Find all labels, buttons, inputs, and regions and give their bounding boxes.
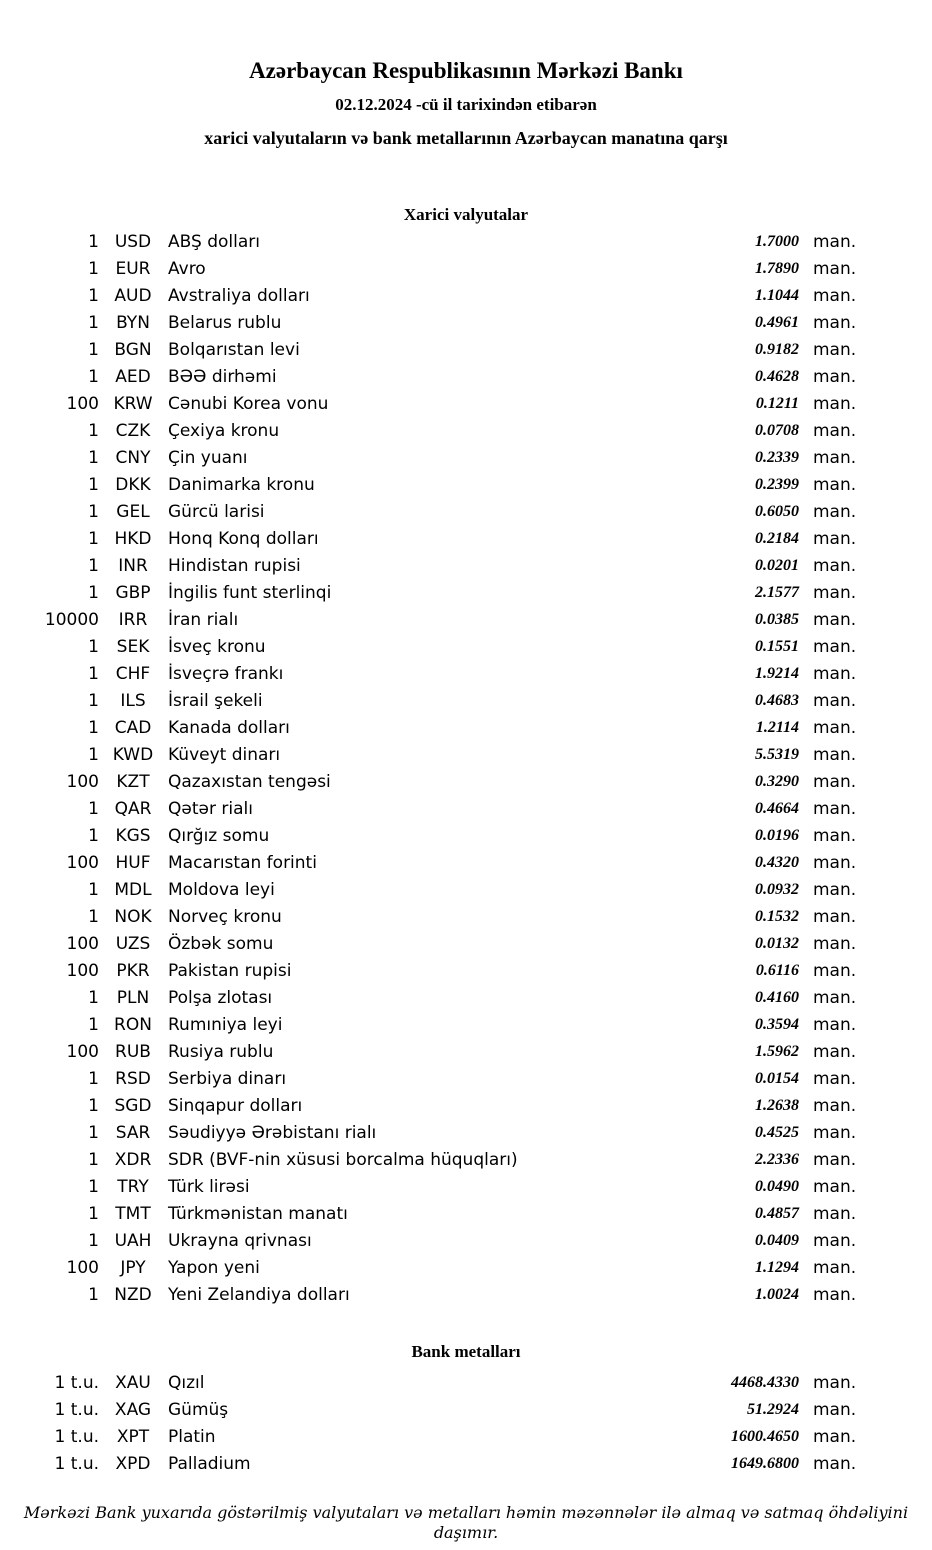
- currency-name-cell: Kanada dolları: [168, 717, 290, 738]
- quantity-cell: 1: [88, 825, 99, 846]
- currency-code-cell: RUB: [115, 1041, 151, 1062]
- unit-label-cell: man.: [813, 1149, 857, 1170]
- quantity-cell: 1: [88, 987, 99, 1008]
- effective-date-line: 02.12.2024 -cü il tarixindən etibarən: [335, 95, 597, 114]
- rate-value-cell: 0.9182: [755, 340, 799, 358]
- quantity-cell: 1: [88, 285, 99, 306]
- quantity-cell: 1 t.u.: [54, 1453, 99, 1474]
- rate-row: [0, 930, 932, 957]
- rate-row: [0, 1038, 932, 1065]
- currency-name-cell: Rumıniya leyi: [168, 1014, 283, 1035]
- rate-row: [0, 1254, 932, 1281]
- rate-row: [0, 309, 932, 336]
- rate-row: [0, 795, 932, 822]
- currency-name-cell: Çexiya kronu: [168, 420, 280, 441]
- quantity-cell: 1: [88, 1203, 99, 1224]
- currency-code-cell: SEK: [116, 636, 150, 657]
- rate-row: [0, 768, 932, 795]
- currency-code-cell: CNY: [115, 447, 151, 468]
- unit-label-cell: man.: [813, 285, 857, 306]
- currency-name-cell: Yeni Zelandiya dolları: [168, 1284, 350, 1305]
- currency-name-cell: Sinqapur dolları: [168, 1095, 303, 1116]
- unit-label-cell: man.: [813, 420, 857, 441]
- rate-row: [0, 444, 932, 471]
- currency-code-cell: RSD: [115, 1068, 151, 1089]
- rate-value-cell: 1.7000: [755, 232, 799, 250]
- quantity-cell: 1: [88, 420, 99, 441]
- unit-label-cell: man.: [813, 312, 857, 333]
- currency-name-cell: SDR (BVF-nin xüsusi borcalma hüquqları): [168, 1149, 518, 1170]
- currency-code-cell: AUD: [114, 285, 152, 306]
- currency-name-cell: Türkmənistan manatı: [168, 1203, 348, 1224]
- quantity-cell: 100: [66, 1257, 99, 1278]
- currency-code-cell: AED: [115, 366, 151, 387]
- header: [0, 0, 932, 149]
- quantity-cell: 100: [66, 960, 99, 981]
- quantity-cell: 1: [88, 717, 99, 738]
- bank-title: Azərbaycan Respublikasının Mərkəzi Bankı: [249, 58, 683, 83]
- rate-value-cell: 2.2336: [755, 1150, 799, 1168]
- rate-row: [0, 1369, 932, 1396]
- rate-value-cell: 0.0490: [755, 1177, 799, 1195]
- quantity-cell: 1 t.u.: [54, 1399, 99, 1420]
- currency-name-cell: Türk lirəsi: [168, 1176, 250, 1197]
- unit-label-cell: man.: [813, 1203, 857, 1224]
- unit-label-cell: man.: [813, 1426, 857, 1447]
- unit-label-cell: man.: [813, 1014, 857, 1035]
- unit-label-cell: man.: [813, 609, 857, 630]
- quantity-cell: 1: [88, 636, 99, 657]
- unit-label-cell: man.: [813, 1230, 857, 1251]
- rate-row: [0, 633, 932, 660]
- currency-code-cell: NOK: [114, 906, 152, 927]
- quantity-cell: 1: [88, 879, 99, 900]
- quantity-cell: 1: [88, 528, 99, 549]
- currency-code-cell: IRR: [118, 609, 148, 630]
- quantity-cell: 100: [66, 852, 99, 873]
- rate-row: [0, 714, 932, 741]
- currency-code-cell: HUF: [115, 852, 151, 873]
- unit-label-cell: man.: [813, 1176, 857, 1197]
- currency-name-cell: Bolqarıstan levi: [168, 339, 300, 360]
- currency-code-cell: BYN: [116, 312, 150, 333]
- rate-value-cell: 1.2638: [755, 1096, 799, 1114]
- unit-label-cell: man.: [813, 1399, 857, 1420]
- rate-row: [0, 552, 932, 579]
- unit-label-cell: man.: [813, 1453, 857, 1474]
- rate-row: [0, 363, 932, 390]
- rate-value-cell: 0.2339: [755, 448, 799, 466]
- currency-name-cell: Qazaxıstan tengəsi: [168, 771, 331, 792]
- unit-label-cell: man.: [813, 1372, 857, 1393]
- rate-row: [0, 390, 932, 417]
- quantity-cell: 100: [66, 771, 99, 792]
- currency-name-cell: Küveyt dinarı: [168, 744, 281, 765]
- currency-name-cell: Yapon yeni: [168, 1257, 260, 1278]
- currency-code-cell: QAR: [114, 798, 152, 819]
- quantity-cell: 10000: [44, 609, 99, 630]
- rate-value-cell: 1.9214: [755, 664, 799, 682]
- rate-row: [0, 1227, 932, 1254]
- unit-label-cell: man.: [813, 798, 857, 819]
- rate-value-cell: 0.0708: [755, 421, 799, 439]
- currency-code-cell: CAD: [114, 717, 152, 738]
- rate-row: [0, 1200, 932, 1227]
- rate-value-cell: 0.0154: [755, 1069, 799, 1087]
- quantity-cell: 100: [66, 933, 99, 954]
- rate-value-cell: 0.0409: [755, 1231, 799, 1249]
- quantity-cell: 1: [88, 231, 99, 252]
- metals-table: [0, 1369, 932, 1477]
- rate-value-cell: 0.0932: [755, 880, 799, 898]
- currency-code-cell: KGS: [115, 825, 151, 846]
- unit-label-cell: man.: [813, 474, 857, 495]
- unit-label-cell: man.: [813, 393, 857, 414]
- unit-label-cell: man.: [813, 933, 857, 954]
- unit-label-cell: man.: [813, 1122, 857, 1143]
- currency-name-cell: Palladium: [168, 1453, 251, 1474]
- currency-code-cell: XPD: [115, 1453, 151, 1474]
- quantity-cell: 1 t.u.: [54, 1372, 99, 1393]
- currency-code-cell: UZS: [115, 933, 151, 954]
- rate-row: [0, 1450, 932, 1477]
- currency-name-cell: Özbək somu: [168, 933, 274, 954]
- currency-code-cell: INR: [118, 555, 148, 576]
- currency-code-cell: DKK: [115, 474, 151, 495]
- quantity-cell: 1: [88, 1095, 99, 1116]
- rate-value-cell: 1.1294: [755, 1258, 799, 1276]
- quantity-cell: 1: [88, 501, 99, 522]
- unit-label-cell: man.: [813, 636, 857, 657]
- currency-name-cell: Avstraliya dolları: [168, 285, 310, 306]
- currency-code-cell: KRW: [113, 393, 153, 414]
- rate-row: [0, 687, 932, 714]
- subtitle: xarici valyutaların və bank metallarının Azərbaycan manatına qarşı: [204, 128, 728, 148]
- currency-code-cell: MDL: [114, 879, 152, 900]
- currency-code-cell: USD: [114, 231, 152, 252]
- unit-label-cell: man.: [813, 528, 857, 549]
- currency-code-cell: KZT: [116, 771, 150, 792]
- currency-code-cell: TMT: [115, 1203, 151, 1224]
- currency-code-cell: SAR: [115, 1122, 151, 1143]
- rate-value-cell: 1.0024: [755, 1285, 799, 1303]
- rate-value-cell: 1.1044: [755, 286, 799, 304]
- rate-row: [0, 336, 932, 363]
- unit-label-cell: man.: [813, 771, 857, 792]
- quantity-cell: 1: [88, 1284, 99, 1305]
- currency-name-cell: Rusiya rublu: [168, 1041, 274, 1062]
- currency-name-cell: Qızıl: [168, 1372, 205, 1393]
- rate-value-cell: 0.2184: [755, 529, 799, 547]
- currency-code-cell: GBP: [115, 582, 151, 603]
- currency-name-cell: Qətər rialı: [168, 798, 253, 819]
- currency-code-cell: NZD: [114, 1284, 152, 1305]
- rate-value-cell: 0.0196: [755, 826, 799, 844]
- quantity-cell: 1: [88, 555, 99, 576]
- rate-value-cell: 0.4525: [755, 1123, 799, 1141]
- rate-row: [0, 984, 932, 1011]
- currency-code-cell: ILS: [120, 690, 146, 711]
- unit-label-cell: man.: [813, 1257, 857, 1278]
- rate-row: [0, 1281, 932, 1308]
- unit-label-cell: man.: [813, 1068, 857, 1089]
- rate-row: [0, 417, 932, 444]
- rate-value-cell: 4468.4330: [731, 1373, 799, 1391]
- unit-label-cell: man.: [813, 366, 857, 387]
- rate-value-cell: 0.0201: [755, 556, 799, 574]
- currency-code-cell: RON: [114, 1014, 152, 1035]
- rate-row: [0, 255, 932, 282]
- rate-row: [0, 282, 932, 309]
- currency-code-cell: XPT: [116, 1426, 150, 1447]
- rate-value-cell: 1.7890: [755, 259, 799, 277]
- currency-code-cell: CZK: [115, 420, 151, 441]
- rate-value-cell: 0.1551: [755, 637, 799, 655]
- rate-value-cell: 1649.6800: [731, 1454, 799, 1472]
- currency-code-cell: XAG: [114, 1399, 152, 1420]
- rate-value-cell: 51.2924: [747, 1400, 799, 1418]
- quantity-cell: 1: [88, 663, 99, 684]
- currency-name-cell: Gürcü larisi: [168, 501, 265, 522]
- quantity-cell: 1: [88, 1068, 99, 1089]
- currency-code-cell: KWD: [112, 744, 154, 765]
- rate-row: [0, 471, 932, 498]
- currency-code-cell: SGD: [114, 1095, 152, 1116]
- quantity-cell: 1: [88, 474, 99, 495]
- unit-label-cell: man.: [813, 987, 857, 1008]
- currency-code-cell: XDR: [114, 1149, 152, 1170]
- unit-label-cell: man.: [813, 555, 857, 576]
- quantity-cell: 1: [88, 447, 99, 468]
- quantity-cell: 1: [88, 1230, 99, 1251]
- quantity-cell: 1 t.u.: [54, 1426, 99, 1447]
- unit-label-cell: man.: [813, 852, 857, 873]
- currency-name-cell: İsveç kronu: [168, 636, 266, 657]
- rate-value-cell: 0.3290: [755, 772, 799, 790]
- rate-value-cell: 0.1532: [755, 907, 799, 925]
- unit-label-cell: man.: [813, 690, 857, 711]
- quantity-cell: 1: [88, 1176, 99, 1197]
- rate-row: [0, 1423, 932, 1450]
- unit-label-cell: man.: [813, 879, 857, 900]
- currency-name-cell: Ukrayna qrivnası: [168, 1230, 312, 1251]
- quantity-cell: 1: [88, 339, 99, 360]
- rate-value-cell: 1.5962: [755, 1042, 799, 1060]
- currency-name-cell: Qırğız somu: [168, 825, 270, 846]
- quantity-cell: 1: [88, 1122, 99, 1143]
- unit-label-cell: man.: [813, 447, 857, 468]
- currency-name-cell: Avro: [168, 258, 206, 279]
- rate-row: [0, 1173, 932, 1200]
- unit-label-cell: man.: [813, 1095, 857, 1116]
- rate-value-cell: 0.4857: [755, 1204, 799, 1222]
- currency-name-cell: Hindistan rupisi: [168, 555, 301, 576]
- unit-label-cell: man.: [813, 825, 857, 846]
- rate-row: [0, 1396, 932, 1423]
- unit-label-cell: man.: [813, 582, 857, 603]
- currency-code-cell: EUR: [115, 258, 151, 279]
- rate-row: [0, 660, 932, 687]
- unit-label-cell: man.: [813, 1041, 857, 1062]
- disclaimer-text: Mərkəzi Bank yuxarıda göstərilmiş valyutaları və metalları həmin məzənnələr ilə almaq və satmaq öhdəliyini daşımır.: [23, 1503, 909, 1542]
- rate-value-cell: 5.5319: [755, 745, 799, 763]
- rate-value-cell: 0.3594: [755, 1015, 799, 1033]
- quantity-cell: 1: [88, 312, 99, 333]
- currency-code-cell: UAH: [114, 1230, 152, 1251]
- rate-row: [0, 579, 932, 606]
- currencies-table: [0, 228, 932, 1308]
- currency-name-cell: Polşa zlotası: [168, 987, 273, 1008]
- currency-code-cell: PKR: [116, 960, 150, 981]
- rate-value-cell: 0.4683: [755, 691, 799, 709]
- rate-value-cell: 1.2114: [755, 718, 799, 736]
- rate-value-cell: 0.6050: [755, 502, 799, 520]
- currency-name-cell: Honq Konq dolları: [168, 528, 319, 549]
- rate-row: [0, 903, 932, 930]
- rate-row: [0, 1092, 932, 1119]
- quantity-cell: 1: [88, 744, 99, 765]
- currency-code-cell: CHF: [115, 663, 151, 684]
- currency-name-cell: Pakistan rupisi: [168, 960, 292, 981]
- currency-code-cell: TRY: [117, 1176, 149, 1197]
- rate-value-cell: 0.0385: [755, 610, 799, 628]
- rate-row: [0, 1011, 932, 1038]
- currency-name-cell: ABŞ dolları: [168, 231, 260, 252]
- quantity-cell: 1: [88, 798, 99, 819]
- unit-label-cell: man.: [813, 663, 857, 684]
- rate-row: [0, 228, 932, 255]
- quantity-cell: 100: [66, 393, 99, 414]
- rate-row: [0, 957, 932, 984]
- rate-row: [0, 525, 932, 552]
- currency-name-cell: Cənubi Korea vonu: [168, 393, 329, 414]
- rate-row: [0, 1119, 932, 1146]
- quantity-cell: 1: [88, 690, 99, 711]
- currency-name-cell: İsveçrə frankı: [168, 663, 284, 684]
- currency-name-cell: Norveç kronu: [168, 906, 282, 927]
- metals-section-heading: Bank metalları: [411, 1342, 521, 1361]
- quantity-cell: 1: [88, 906, 99, 927]
- unit-label-cell: man.: [813, 339, 857, 360]
- rate-row: [0, 822, 932, 849]
- quantity-cell: 1: [88, 1149, 99, 1170]
- quantity-cell: 1: [88, 582, 99, 603]
- currency-name-cell: Səudiyyə Ərəbistanı rialı: [168, 1122, 377, 1143]
- quantity-cell: 1: [88, 258, 99, 279]
- currency-name-cell: Belarus rublu: [168, 312, 282, 333]
- currency-name-cell: Macarıstan forinti: [168, 852, 317, 873]
- quantity-cell: 1: [88, 1014, 99, 1035]
- quantity-cell: 100: [66, 1041, 99, 1062]
- unit-label-cell: man.: [813, 960, 857, 981]
- unit-label-cell: man.: [813, 501, 857, 522]
- rate-row: [0, 498, 932, 525]
- rate-row: [0, 606, 932, 633]
- unit-label-cell: man.: [813, 717, 857, 738]
- currency-name-cell: İsrail şekeli: [168, 690, 263, 711]
- quantity-cell: 1: [88, 366, 99, 387]
- currency-name-cell: İngilis funt sterlinqi: [168, 582, 332, 603]
- rate-value-cell: 2.1577: [755, 583, 799, 601]
- currency-code-cell: GEL: [116, 501, 150, 522]
- rate-row: [0, 876, 932, 903]
- currency-name-cell: Moldova leyi: [168, 879, 275, 900]
- rate-value-cell: 0.4961: [755, 313, 799, 331]
- currencies-section-heading: Xarici valyutalar: [403, 205, 529, 224]
- currency-name-cell: Serbiya dinarı: [168, 1068, 287, 1089]
- rate-row: [0, 741, 932, 768]
- currency-code-cell: BGN: [114, 339, 152, 360]
- unit-label-cell: man.: [813, 1284, 857, 1305]
- unit-label-cell: man.: [813, 744, 857, 765]
- rate-row: [0, 1065, 932, 1092]
- currency-code-cell: HKD: [114, 528, 152, 549]
- currency-code-cell: JPY: [120, 1257, 146, 1278]
- unit-label-cell: man.: [813, 231, 857, 252]
- currency-code-cell: XAU: [115, 1372, 151, 1393]
- rate-value-cell: 0.4320: [755, 853, 799, 871]
- currency-name-cell: Platin: [168, 1426, 216, 1447]
- currency-name-cell: BƏƏ dirhəmi: [168, 366, 277, 387]
- currency-name-cell: Çin yuanı: [168, 447, 248, 468]
- currency-code-cell: PLN: [116, 987, 150, 1008]
- rate-value-cell: 1600.4650: [731, 1427, 799, 1445]
- unit-label-cell: man.: [813, 258, 857, 279]
- rate-row: [0, 849, 932, 876]
- rate-value-cell: 0.0132: [755, 934, 799, 952]
- rate-value-cell: 0.2399: [755, 475, 799, 493]
- rate-value-cell: 0.6116: [755, 961, 799, 979]
- unit-label-cell: man.: [813, 906, 857, 927]
- currency-name-cell: Gümüş: [168, 1399, 229, 1420]
- rate-value-cell: 0.4628: [755, 367, 799, 385]
- currency-name-cell: İran rialı: [168, 609, 239, 630]
- rate-value-cell: 0.4664: [755, 799, 799, 817]
- currency-name-cell: Danimarka kronu: [168, 474, 315, 495]
- rate-value-cell: 0.4160: [755, 988, 799, 1006]
- rate-value-cell: 0.1211: [755, 394, 799, 412]
- rate-row: [0, 1146, 932, 1173]
